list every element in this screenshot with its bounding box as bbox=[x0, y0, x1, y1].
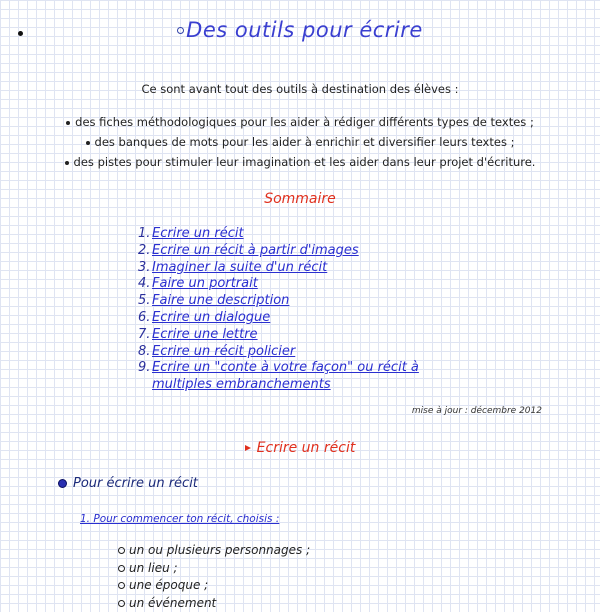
title-bullet-icon bbox=[177, 27, 184, 34]
purpose-list bbox=[0, 112, 600, 172]
toc-link-recit-policier[interactable]: Ecrire un récit policier bbox=[152, 344, 295, 361]
triangle-right-icon bbox=[245, 445, 251, 451]
toc-link-ecrire-recit[interactable]: Ecrire un récit bbox=[152, 226, 244, 243]
choice-item: un ou plusieurs personnages ; bbox=[118, 542, 310, 560]
bullet-icon bbox=[66, 121, 70, 125]
toc-item: 8. Ecrire un récit policier bbox=[138, 344, 419, 361]
bullet-icon bbox=[86, 141, 90, 145]
circle-bullet-icon bbox=[118, 600, 125, 607]
bullet-icon bbox=[65, 161, 69, 165]
choice-item: un lieu ; bbox=[118, 560, 310, 578]
circle-bullet-icon bbox=[118, 565, 125, 572]
choice-item: une époque ; bbox=[118, 577, 310, 595]
toc-item: 6. Ecrire un dialogue bbox=[138, 310, 419, 327]
circle-bullet-icon bbox=[118, 547, 125, 554]
toc-link-suite-recit[interactable]: Imaginer la suite d'un récit bbox=[152, 260, 327, 277]
section-title: Ecrire un récit bbox=[0, 440, 600, 456]
toc-item: 7. Ecrire une lettre bbox=[138, 327, 419, 344]
toc-link-portrait[interactable]: Faire un portrait bbox=[152, 276, 258, 293]
blue-bullet-icon bbox=[58, 479, 67, 488]
page-title-wrap bbox=[0, 18, 600, 42]
toc-link-description[interactable]: Faire une description bbox=[152, 293, 289, 310]
step-1-heading: 1. Pour commencer ton récit, choisis : bbox=[80, 513, 279, 525]
toc-item: 1. Ecrire un récit bbox=[138, 226, 419, 243]
toc-link-recit-images[interactable]: Ecrire un récit à partir d'images bbox=[152, 243, 359, 260]
choice-list bbox=[118, 542, 310, 612]
purpose-item: des banques de mots pour les aider à enrichir et diversifier leurs textes ; bbox=[0, 132, 600, 152]
toc-item: 5. Faire une description bbox=[138, 293, 419, 310]
toc-link-conte[interactable]: Ecrire un "conte à votre façon" ou récit à bbox=[152, 360, 419, 375]
purpose-item: des fiches méthodologiques pour les aider à rédiger différents types de textes ; bbox=[0, 112, 600, 132]
sommaire-heading: Sommaire bbox=[0, 191, 600, 207]
circle-bullet-icon bbox=[118, 582, 125, 589]
toc-link-conte-line2[interactable]: multiples embranchements bbox=[152, 377, 331, 392]
toc-item: 4. Faire un portrait bbox=[138, 276, 419, 293]
toc-item: 9. Ecrire un "conte à votre façon" ou récit à multiples embranchements bbox=[138, 360, 419, 394]
toc-link-lettre[interactable]: Ecrire une lettre bbox=[152, 327, 258, 344]
purpose-item: des pistes pour stimuler leur imagination et les aider dans leur projet d'écriture. bbox=[0, 152, 600, 172]
toc-item: 3. Imaginer la suite d'un récit bbox=[138, 260, 419, 277]
choice-item: un événement bbox=[118, 595, 310, 612]
toc-item-9-lines bbox=[152, 360, 419, 394]
toc-item: 2. Ecrire un récit à partir d'images bbox=[138, 243, 419, 260]
toc-link-dialogue[interactable]: Ecrire un dialogue bbox=[152, 310, 270, 327]
intro-text: Ce sont avant tout des outils à destination des élèves : bbox=[0, 82, 600, 96]
subhead: Pour écrire un récit bbox=[58, 476, 198, 491]
table-of-contents bbox=[138, 226, 419, 394]
page-title: Des outils pour écrire bbox=[186, 18, 423, 42]
update-note: mise à jour : décembre 2012 bbox=[412, 406, 542, 416]
